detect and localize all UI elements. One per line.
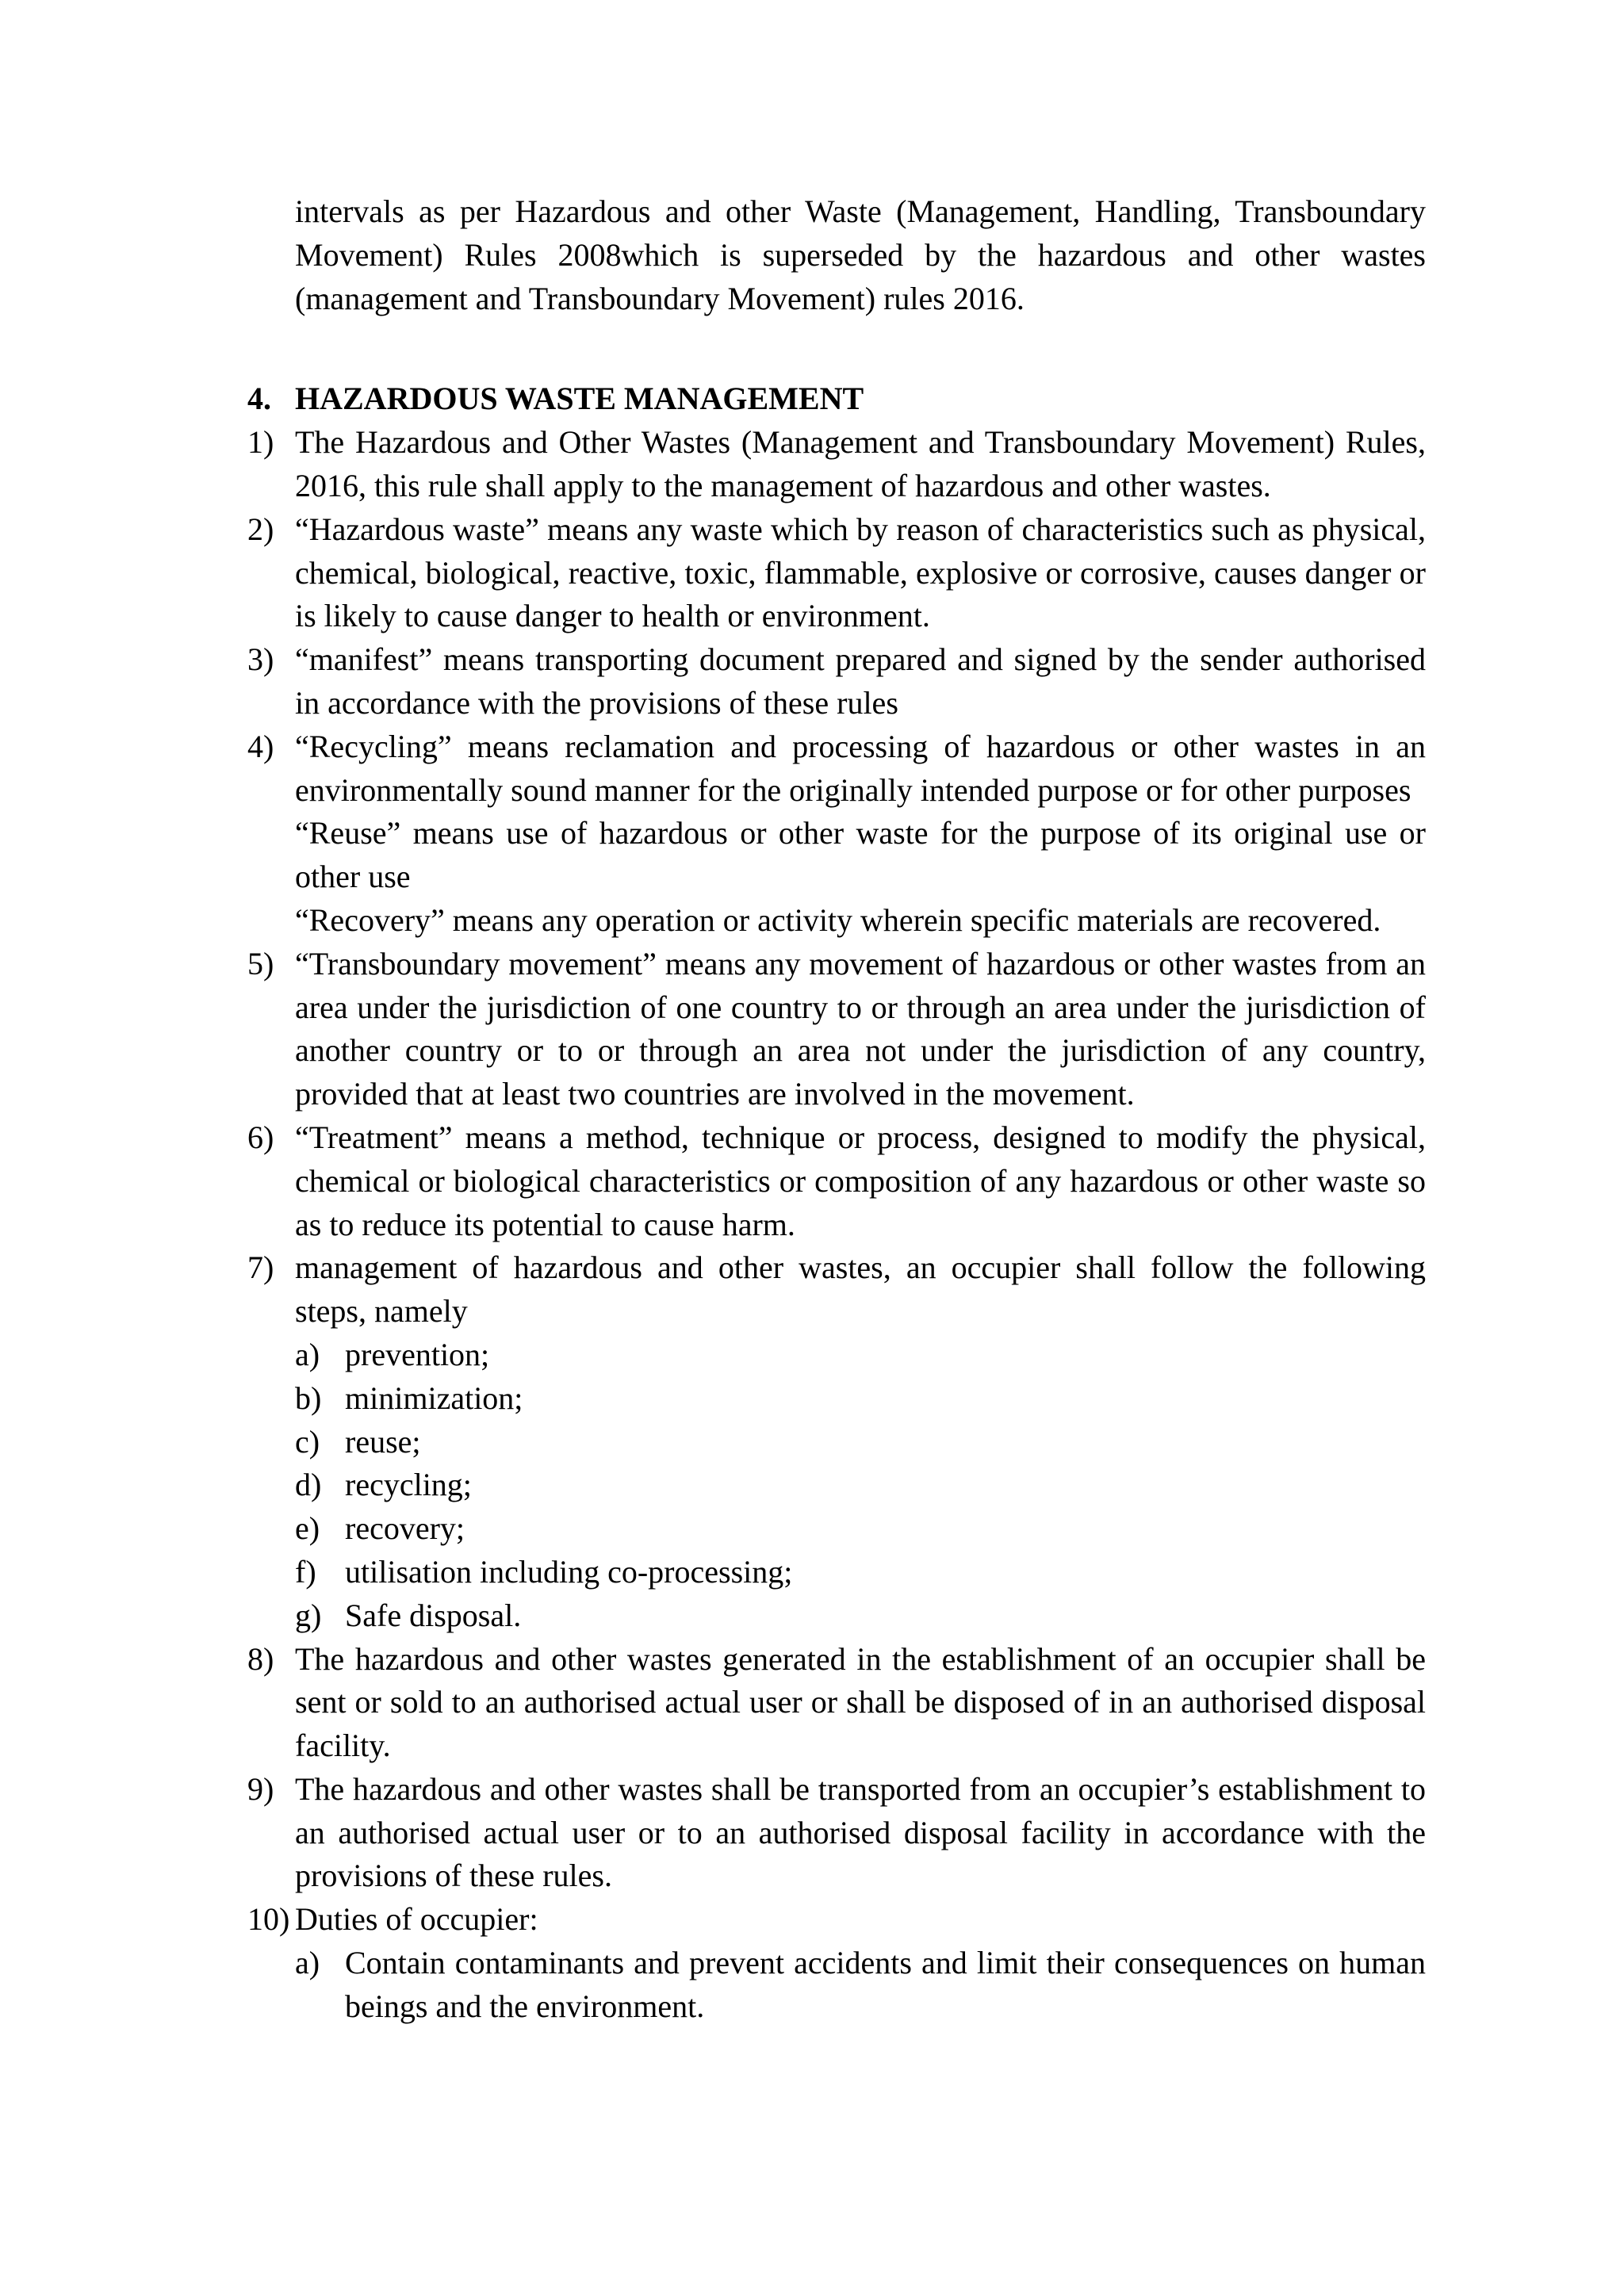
item-text: “Transboundary movement” means any movement of hazardous or other wastes from an area under the jurisdiction of one country to or through an area under the jurisdiction of another country or to or through an area not under the jurisdiction of any country, provided that at least two countries are involved in the movement. [295, 945, 1426, 1112]
item-marker: 5) [247, 945, 274, 982]
intro-paragraph: intervals as per Hazardous and other Waste (Management, Handling, Transboundary Movement) Rules 2008which is superseded by the hazardous and other wastes (management and Transboundary Movement) rules 2016. [295, 193, 1426, 316]
rules-list [247, 421, 1426, 2028]
item-marker: 2) [247, 511, 274, 547]
sub-item-marker: e) [295, 1510, 320, 1547]
item-text: The hazardous and other wastes generated in the establishment of an occupier shall be sent or sold to an authorised actual user or shall be disposed of in an authorised disposal facility. [295, 1640, 1426, 1764]
sub-item [295, 1377, 1426, 1421]
item-text: The hazardous and other wastes shall be transported from an occupier’s establishment to an authorised actual user or to an authorised disposal facility in accordance with the provisions of these rules. [295, 1770, 1426, 1894]
sub-list-steps [247, 1334, 1426, 1638]
list-item-6 [247, 1116, 1426, 1246]
list-item-1 [247, 421, 1426, 508]
sub-item [295, 1942, 1426, 2029]
item-marker: 8) [247, 1640, 274, 1677]
section-number: 4. [247, 381, 271, 417]
item-marker: 6) [247, 1119, 274, 1155]
sub-item-marker: a) [295, 1945, 320, 1981]
sub-item-text: recycling; [345, 1467, 472, 1503]
sub-item [295, 1507, 1426, 1551]
section-heading [247, 377, 1426, 421]
sub-item [295, 1594, 1426, 1638]
list-item-2 [247, 508, 1426, 638]
sub-item-marker: f) [295, 1553, 316, 1590]
sub-item-text: Safe disposal. [345, 1597, 522, 1633]
sub-item-marker: c) [295, 1423, 320, 1460]
sub-item-marker: b) [295, 1380, 322, 1416]
item-marker: 1) [247, 424, 274, 461]
sub-item [295, 1421, 1426, 1464]
item-text-recovery: “Recovery” means any operation or activity wherein specific materials are recovered. [295, 901, 1381, 938]
list-item-7 [247, 1246, 1426, 1334]
item-text: “Treatment” means a method, technique or process, designed to modify the physical, chemical or biological characteristics or composition of any hazardous or other waste so as to reduce its potential to cause harm. [295, 1119, 1426, 1242]
item-text: management of hazardous and other wastes, an occupier shall follow the following steps, namely [295, 1249, 1426, 1330]
list-item-9 [247, 1768, 1426, 1898]
sub-item-text: prevention; [345, 1336, 490, 1372]
sub-item-marker: a) [295, 1336, 320, 1372]
item-text-reuse: “Reuse” means use of hazardous or other waste for the purpose of its original use or other use [295, 815, 1426, 895]
list-item-5 [247, 943, 1426, 1116]
item-marker: 9) [247, 1770, 274, 1807]
list-item-10 [247, 1898, 1426, 1942]
item-text: Duties of occupier: [295, 1901, 538, 1938]
section-title: HAZARDOUS WASTE MANAGEMENT [295, 381, 864, 417]
item-text: “manifest” means transporting document prepared and signed by the sender authorised in accordance with the provisions of these rules [295, 641, 1426, 721]
list-item-4 [247, 725, 1426, 943]
sub-item [295, 1334, 1426, 1377]
list-item-3 [247, 638, 1426, 725]
sub-item-text: minimization; [345, 1380, 523, 1416]
sub-item-marker: g) [295, 1597, 322, 1633]
sub-list-duties [247, 1942, 1426, 2029]
item-marker: 10) [247, 1901, 290, 1938]
item-text: “Hazardous waste” means any waste which by reason of characteristics such as physical, chemical, biological, reactive, toxic, flammable, explosive or corrosive, causes danger or is likely to cause danger to health or environment. [295, 511, 1426, 634]
item-text: The Hazardous and Other Wastes (Management and Transboundary Movement) Rules, 2016, this rule shall apply to the management of hazardous and other wastes. [295, 424, 1426, 503]
item-marker: 4) [247, 728, 274, 764]
item-marker: 7) [247, 1249, 274, 1286]
sub-item [295, 1551, 1426, 1594]
sub-item-text: Contain contaminants and prevent accidents and limit their consequences on human beings and the environment. [345, 1945, 1426, 2024]
sub-item-text: reuse; [345, 1423, 421, 1460]
list-item-8 [247, 1638, 1426, 1768]
sub-item-marker: d) [295, 1467, 322, 1503]
sub-item-text: recovery; [345, 1510, 465, 1547]
item-text: “Recycling” means reclamation and processing of hazardous or other wastes in an environmentally sound manner for the originally intended purpose or for other purposes [295, 728, 1426, 808]
item-marker: 3) [247, 641, 274, 678]
sub-item [295, 1464, 1426, 1507]
sub-item-text: utilisation including co-processing; [345, 1553, 793, 1590]
